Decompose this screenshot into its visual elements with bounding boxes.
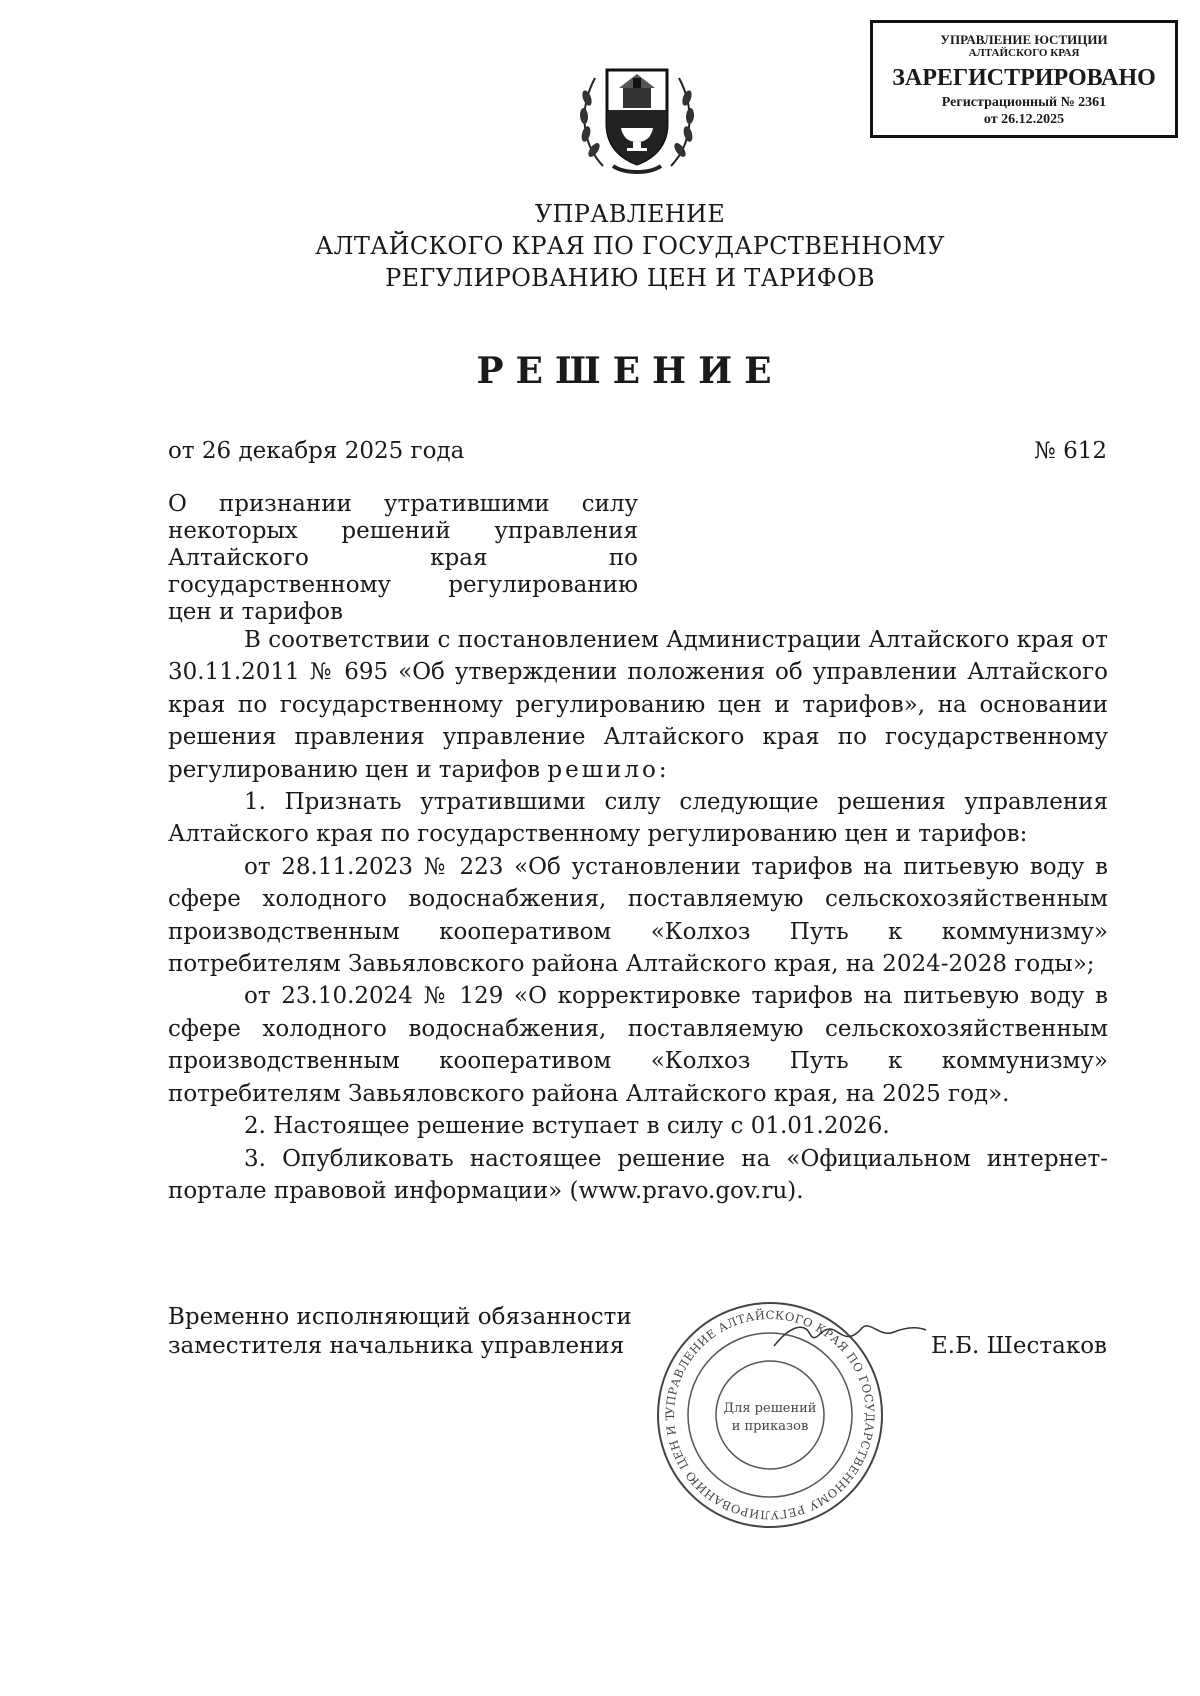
item-3-paragraph: 3. Опубликовать настоящее решение на «Официальном интернет-портале правовой информации» (www.pravo.gov.ru). [168, 1145, 1108, 1204]
document-number: № 612 [1034, 438, 1107, 464]
preamble-text: В соответствии с постановлением Администрации Алтайского края от 30.11.2011 № 695 «Об утверждении положения об управлении Алтайского края по государственному регулированию цен и тарифов», на основании решения правления управление Алтайского края по государственному регулированию цен и тарифов [168, 627, 1108, 783]
registration-stamp [870, 20, 1178, 138]
decided-punct: : [658, 756, 667, 783]
seal-center-line1: Для решений [723, 1401, 817, 1416]
document-body [168, 624, 1108, 1207]
stamp-agency-line2: АЛТАЙСКОГО КРАЯ [968, 47, 1080, 59]
decided-word: решило [547, 756, 659, 783]
signatory-title [168, 1303, 632, 1361]
seal-center-line2: и приказов [731, 1419, 809, 1434]
preamble-paragraph [168, 624, 1108, 786]
authority-line1: УПРАВЛЕНИЕ [534, 200, 726, 228]
authority-line2: АЛТАЙСКОГО КРАЯ ПО ГОСУДАРСТВЕННОМУ [315, 232, 945, 260]
document-type: РЕШЕНИЕ [476, 350, 784, 392]
document-date: от 26 декабря 2025 года [168, 438, 465, 464]
seal-ring-text: УПРАВЛЕНИЕ АЛТАЙСКОГО КРАЯ ПО ГОСУДАРСТВЕННОМУ РЕГУЛИРОВАНИЮ ЦЕН И Т [662, 1307, 878, 1523]
item-2-paragraph: 2. Настоящее решение вступает в силу с 01.01.2026. [244, 1113, 890, 1140]
authority-line3: РЕГУЛИРОВАНИЮ ЦЕН И ТАРИФОВ [385, 264, 875, 292]
stamp-reg-number: Регистрационный № 2361 [941, 95, 1107, 110]
signatory-name: Е.Б. Шестаков [931, 1333, 1107, 1359]
signatory-title-line1: Временно исполняющий обязанности [168, 1304, 632, 1330]
stamp-agency-line1: УПРАВЛЕНИЕ ЮСТИЦИИ [940, 32, 1108, 47]
stamp-status: ЗАРЕГИСТРИРОВАНО [892, 65, 1156, 91]
stamp-reg-date: от 26.12.2025 [983, 112, 1065, 127]
handwritten-signature [770, 1316, 930, 1356]
coat-of-arms-icon [573, 48, 701, 178]
issuing-authority [200, 198, 1060, 294]
signatory-title-line2: заместителя начальника управления [168, 1333, 625, 1359]
item-1a-paragraph: от 28.11.2023 № 223 «Об установлении тарифов на питьевую воду в сфере холодного водоснабжения, поставляемую сельскохозяйственным производственным кооперативом «Колхоз Путь к коммунизму» потребителям Завьяловского района Алтайского края, на 2024-2028 годы»; [168, 853, 1108, 978]
document-subject: О признании утратившими силу некоторых решений управления Алтайского края по государственному регулированию цен и тарифов [168, 491, 638, 625]
item-1b-paragraph: от 23.10.2024 № 129 «О корректировке тарифов на питьевую воду в сфере холодного водоснабжения, поставляемую сельскохозяйственным производственным кооперативом «Колхоз Путь к коммунизму» потребителям Завьяловского района Алтайского края, на 2025 год». [168, 983, 1108, 1107]
item-1-paragraph: 1. Признать утратившими силу следующие решения управления Алтайского края по государственному регулированию цен и тарифов: [168, 789, 1108, 848]
